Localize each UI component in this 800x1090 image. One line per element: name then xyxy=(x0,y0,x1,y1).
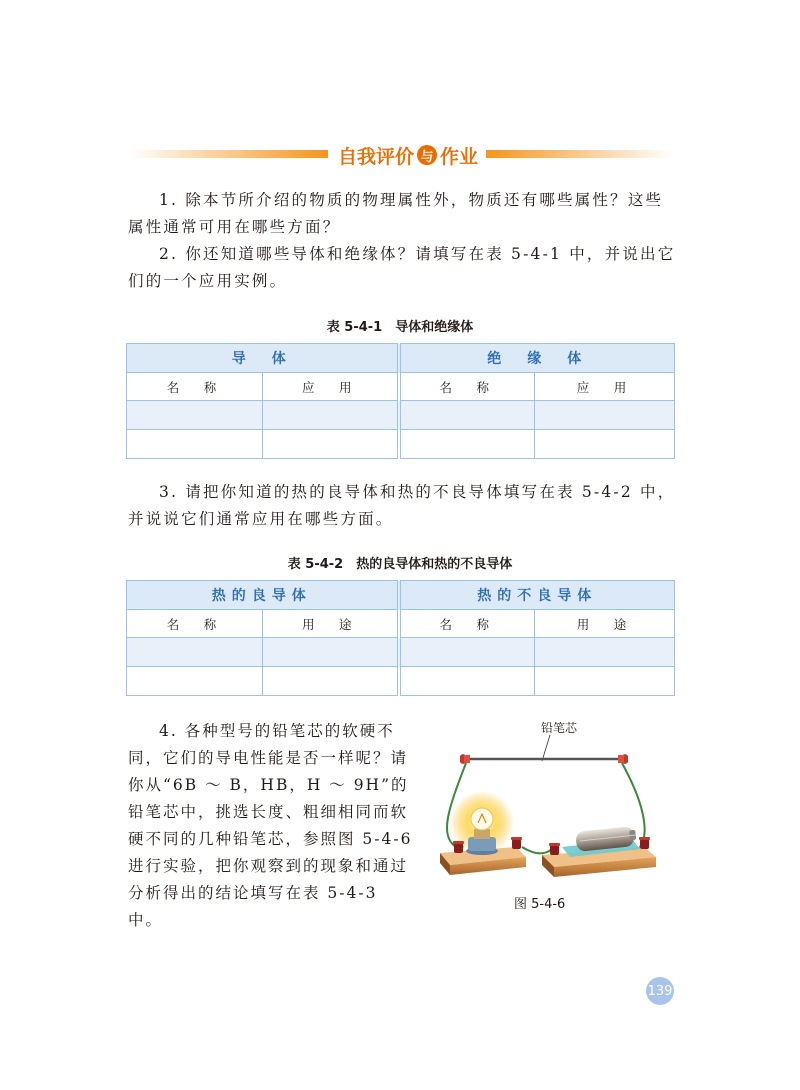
table-cell[interactable] xyxy=(263,638,399,667)
table-1-col-use: 应 用 xyxy=(535,373,675,401)
table-2-col-name: 名 称 xyxy=(399,610,535,638)
table-1-col-use: 应 用 xyxy=(263,373,399,401)
section-title-right: 作业 xyxy=(440,145,479,168)
table-cell[interactable] xyxy=(399,638,535,667)
table-cell[interactable] xyxy=(399,401,535,430)
question-3: 3. 请把你知道的热的良导体和热的不良导体填写在表 5-4-2 中，并说说它们通常应用在哪些方面。 xyxy=(128,483,676,528)
circuit-figure xyxy=(430,715,680,915)
terminal-4 xyxy=(639,837,650,849)
table-2-col-use: 用 途 xyxy=(535,610,675,638)
table-2 xyxy=(126,580,675,696)
table-2-caption: 表 5-4-2 热的良导体和热的不良导体 xyxy=(287,557,513,572)
table-2-col-use: 用 途 xyxy=(263,610,399,638)
table-2-col-name: 名 称 xyxy=(127,610,263,638)
table-cell[interactable] xyxy=(127,667,263,696)
table-cell[interactable] xyxy=(535,430,675,459)
question-4: 4. 各种型号的铅笔芯的软硬不同，它们的导电性能是否一样呢？请你从“6B ～ B，HB，H ～ 9H”的铅笔芯中，挑选长度、粗细相同而软硬不同的几种铅笔芯，参照图 5-4-6 进行实验，把你观察到的现象和通过分析得出的结论填写在表 5-4-3 中。 xyxy=(128,722,413,929)
section-header xyxy=(0,140,800,170)
table-cell[interactable] xyxy=(399,667,535,696)
right-clip xyxy=(618,754,628,764)
table-1-group-insulator: 绝 缘 体 xyxy=(399,344,675,373)
table-2-group-poor: 热的不良导体 xyxy=(399,581,675,610)
table-row xyxy=(127,667,675,696)
table-1 xyxy=(126,343,675,459)
section-title-left: 自我评价 xyxy=(337,145,414,168)
question-1: 1. 除本节所介绍的物质的物理属性外，物质还有哪些属性？这些属性通常可用在哪些方面？ xyxy=(128,191,664,236)
section-title xyxy=(330,140,486,170)
figure-caption: 图 5-4-6 xyxy=(514,897,566,912)
label-leader-line xyxy=(542,735,550,761)
table-1-caption: 表 5-4-1 导体和绝缘体 xyxy=(326,320,474,335)
page-number: 139 xyxy=(646,977,674,1005)
table-cell[interactable] xyxy=(127,638,263,667)
table-cell[interactable] xyxy=(535,401,675,430)
terminal-3 xyxy=(549,843,560,855)
left-clip xyxy=(460,754,470,764)
figure-label: 铅笔芯 xyxy=(541,721,578,735)
table-cell[interactable] xyxy=(263,430,399,459)
table-row xyxy=(127,401,675,430)
table-cell[interactable] xyxy=(263,667,399,696)
table-cell[interactable] xyxy=(399,430,535,459)
wire-middle xyxy=(522,847,552,853)
table-cell[interactable] xyxy=(127,401,263,430)
terminal-2 xyxy=(511,837,522,849)
table-cell[interactable] xyxy=(127,430,263,459)
table-2-group-good: 热的良导体 xyxy=(127,581,399,610)
table-cell[interactable] xyxy=(263,401,399,430)
table-1-group-conductor: 导 体 xyxy=(127,344,399,373)
header-bar-left xyxy=(130,150,328,158)
question-2: 2. 你还知道哪些导体和绝缘体？请填写在表 5-4-1 中，并说出它们的一个应用实例。 xyxy=(128,245,676,290)
table-1-col-name: 名 称 xyxy=(399,373,535,401)
table-1-col-name: 名 称 xyxy=(127,373,263,401)
terminal-1 xyxy=(453,841,464,853)
table-cell[interactable] xyxy=(535,638,675,667)
section-title-badge: 与 xyxy=(417,145,437,165)
table-cell[interactable] xyxy=(535,667,675,696)
table-row xyxy=(127,430,675,459)
header-bar-right xyxy=(486,150,672,158)
table-row xyxy=(127,638,675,667)
